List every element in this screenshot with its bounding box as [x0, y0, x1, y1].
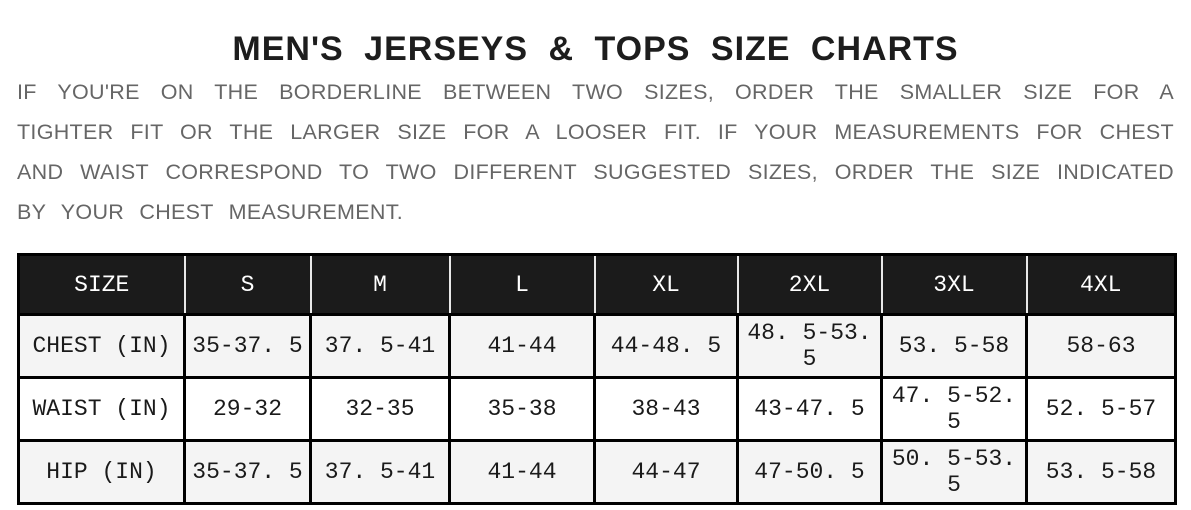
row-label-chest: CHEST (IN) — [19, 315, 185, 378]
table-cell: 35-37. 5 — [185, 315, 311, 378]
column-header-size: SIZE — [19, 255, 185, 315]
table-row-hip — [19, 441, 1176, 504]
intro-line: TIGHTER FIT OR THE LARGER SIZE FOR A LOOSER FIT. IF YOUR MEASUREMENTS FOR CHEST — [17, 120, 1174, 144]
table-cell: 41-44 — [450, 441, 595, 504]
column-header-4xl: 4XL — [1027, 255, 1176, 315]
intro-line: BY YOUR CHEST MEASUREMENT. — [17, 200, 404, 224]
intro-line: AND WAIST CORRESPOND TO TWO DIFFERENT SUGGESTED SIZES, ORDER THE SIZE INDICATED — [17, 160, 1174, 184]
table-cell: 44-48. 5 — [595, 315, 738, 378]
table-cell: 43-47. 5 — [738, 378, 882, 441]
table-cell: 47-50. 5 — [738, 441, 882, 504]
table-cell: 37. 5-41 — [311, 441, 450, 504]
header-row — [19, 255, 1176, 315]
table-cell: 48. 5-53. 5 — [738, 315, 882, 378]
intro-paragraph — [17, 72, 1174, 232]
table-cell: 37. 5-41 — [311, 315, 450, 378]
table-row-chest — [19, 315, 1176, 378]
column-header-m: M — [311, 255, 450, 315]
table-cell: 53. 5-58 — [882, 315, 1027, 378]
table-cell: 41-44 — [450, 315, 595, 378]
table-cell: 52. 5-57 — [1027, 378, 1176, 441]
intro-line: IF YOU'RE ON THE BORDERLINE BETWEEN TWO SIZES, ORDER THE SMALLER SIZE FOR A — [17, 80, 1174, 104]
table-cell: 44-47 — [595, 441, 738, 504]
row-label-waist: WAIST (IN) — [19, 378, 185, 441]
table-row-waist — [19, 378, 1176, 441]
table-cell: 32-35 — [311, 378, 450, 441]
table-cell: 35-38 — [450, 378, 595, 441]
column-header-2xl: 2XL — [738, 255, 882, 315]
column-header-l: L — [450, 255, 595, 315]
row-label-hip: HIP (IN) — [19, 441, 185, 504]
table-cell: 29-32 — [185, 378, 311, 441]
table-cell: 47. 5-52. 5 — [882, 378, 1027, 441]
table-cell: 58-63 — [1027, 315, 1176, 378]
column-header-s: S — [185, 255, 311, 315]
column-header-3xl: 3XL — [882, 255, 1027, 315]
column-header-xl: XL — [595, 255, 738, 315]
table-cell: 35-37. 5 — [185, 441, 311, 504]
table-cell: 50. 5-53. 5 — [882, 441, 1027, 504]
table-cell: 38-43 — [595, 378, 738, 441]
table-cell: 53. 5-58 — [1027, 441, 1176, 504]
size-chart-table — [17, 253, 1177, 505]
page-title: MEN'S JERSEYS & TOPS SIZE CHARTS — [232, 30, 959, 68]
